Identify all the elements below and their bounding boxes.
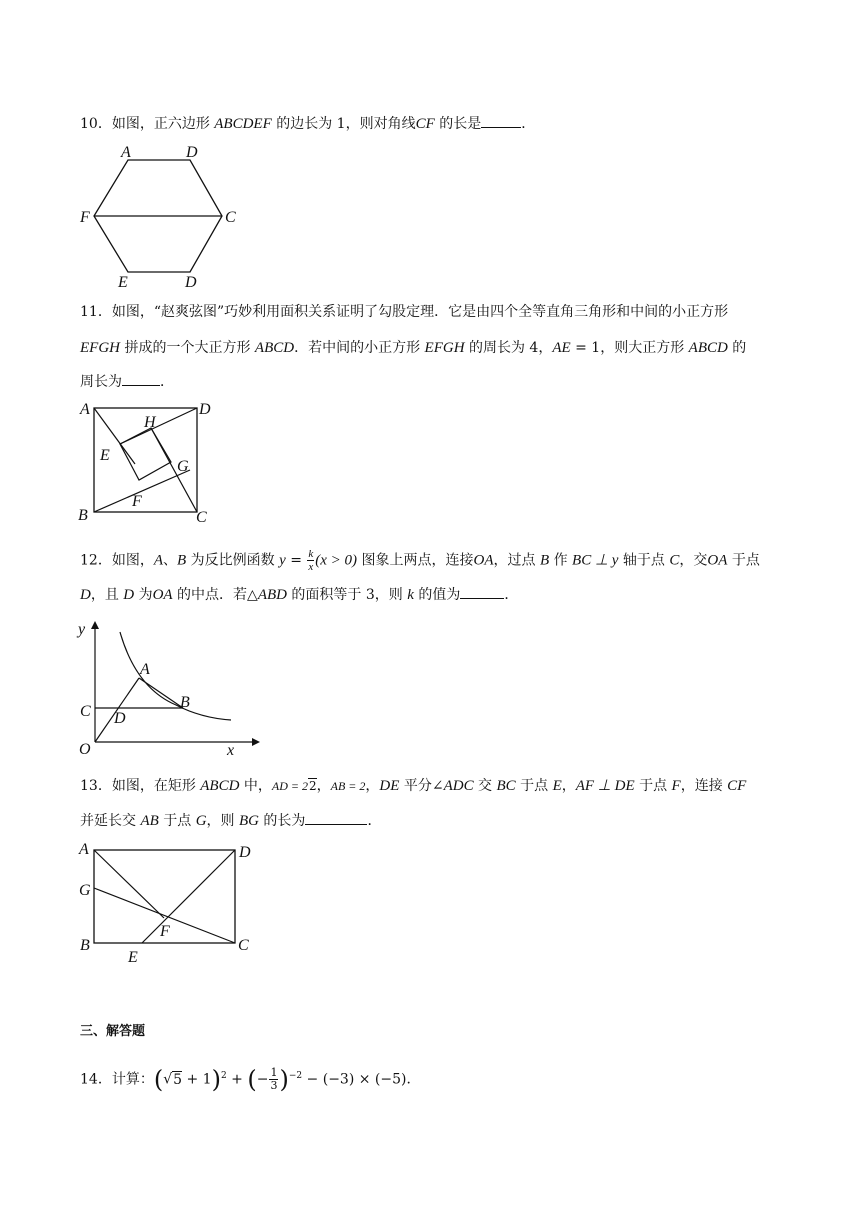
y-axis-arrow <box>91 621 99 629</box>
q11-line3-text: 周长为 <box>80 374 122 390</box>
label-e: E <box>128 949 138 966</box>
q12-e: 为反比例函数 <box>186 552 280 569</box>
q12-func-y: y <box>279 552 286 569</box>
label-b: B <box>78 507 88 524</box>
q13-b: ABCD <box>200 778 240 794</box>
q14-pre: 14．计算： <box>80 1071 154 1088</box>
q12-line2 <box>80 584 518 605</box>
q13-ab: AB = 2 <box>330 779 366 793</box>
segment-ab <box>139 678 183 708</box>
q10-cf: CF <box>415 116 435 132</box>
q12-fraction <box>307 548 314 573</box>
q14-sqrt-sign: √ <box>163 1071 173 1088</box>
q12-2j: 的值为 <box>413 587 461 603</box>
q12-g: OA <box>473 552 494 569</box>
q11-ae: AE <box>552 340 571 356</box>
q13-i: 交 <box>473 778 497 794</box>
q14-paren-open-2: ( <box>247 1065 257 1094</box>
q12-2e: OA <box>152 587 173 603</box>
q13-l: E <box>552 778 562 794</box>
q12-i: B <box>539 552 550 569</box>
q13-end: ． <box>367 813 382 829</box>
q14-rest: − (−3) × (−5) <box>302 1071 407 1088</box>
q13-rectangle-figure <box>76 836 266 970</box>
q13-2c: 于点 <box>158 813 196 829</box>
label-d-bottom: D <box>185 274 197 291</box>
q14-text <box>80 1064 421 1092</box>
segment-af <box>94 850 164 918</box>
line-bf <box>94 470 190 512</box>
q13-2d: G <box>195 813 207 829</box>
label-b: B <box>180 694 190 711</box>
q13-j: BC <box>496 778 516 794</box>
label-h: H <box>144 414 156 431</box>
label-a: A <box>140 661 150 678</box>
q11-text-f: 的周长为 4， <box>464 340 553 356</box>
q12-a: 12．如图， <box>80 552 154 569</box>
q13-2b: AB <box>140 813 159 829</box>
q11-efgh: EFGH <box>80 340 120 356</box>
q12-d: B <box>177 552 187 569</box>
q11-text-j: 的 <box>727 340 747 356</box>
label-a: A <box>79 841 89 858</box>
q11-efgh-2: EFGH <box>424 340 465 356</box>
q13-line1 <box>80 776 746 796</box>
q12-o: OA <box>707 552 728 569</box>
q14-frac-den: 3 <box>270 1079 278 1093</box>
q12-2b: ，且 <box>90 587 124 603</box>
q12-2g: ABD <box>257 587 287 603</box>
x-axis-arrow <box>252 738 260 746</box>
q12-frac-num: k <box>308 548 314 560</box>
label-c: C <box>196 509 207 526</box>
q12-n: ，交 <box>679 552 708 569</box>
hyperbola-curve <box>120 632 231 720</box>
q12-hyperbola-figure <box>76 618 266 758</box>
q14-plus: + <box>226 1071 248 1088</box>
q11-answer-blank[interactable] <box>122 371 160 386</box>
q10-mid: 的边长为 1，则对角线 <box>271 116 416 132</box>
q10-post: 的长是 <box>434 116 482 132</box>
q13-n: AF ⊥ DE <box>575 778 635 794</box>
q14-exp2: 2 <box>220 1071 227 1081</box>
q12-m: C <box>669 552 680 569</box>
label-g: G <box>177 458 189 475</box>
q13-q: ，连接 <box>680 778 728 794</box>
label-o: O <box>79 741 91 758</box>
q13-2g: 的长为 <box>258 813 306 829</box>
label-f: F <box>80 209 90 226</box>
label-f: F <box>160 923 170 940</box>
q11-text-h: = 1，则大正方形 <box>570 340 689 356</box>
q13-k: 于点 <box>515 778 553 794</box>
q13-ad: AD = 2 <box>271 779 308 793</box>
q12-2h: 的面积等于 3，则 <box>286 587 408 603</box>
label-a: A <box>80 401 90 418</box>
q11-text-b: 拼成的一个大正方形 <box>120 340 255 356</box>
q11-line1 <box>80 302 728 322</box>
q13-2f: BG <box>238 813 259 829</box>
q12-2i: k <box>407 587 414 603</box>
q10-hexagon-name: ABCDEF <box>214 116 272 132</box>
q13-m: ， <box>561 778 576 794</box>
q12-end: ． <box>504 587 519 603</box>
q14-exp-neg2: −2 <box>288 1071 303 1081</box>
label-c: C <box>238 937 249 954</box>
q12-2a: D <box>80 587 91 603</box>
label-b: B <box>80 937 90 954</box>
q10-text <box>80 113 535 134</box>
q14-end: ． <box>406 1071 421 1088</box>
q13-r: CF <box>727 778 747 794</box>
q12-k: BC ⊥ y <box>572 552 619 569</box>
label-d-top: D <box>186 144 198 161</box>
q12-frac-den: x <box>308 561 314 573</box>
q14-fraction <box>269 1067 278 1092</box>
q11-text-d: ．若中间的小正方形 <box>294 340 425 356</box>
q12-func-eq: = <box>285 552 307 569</box>
q12-l: 轴于点 <box>618 552 670 569</box>
q14-paren-open-1: ( <box>153 1065 164 1094</box>
q12-h: ，过点 <box>493 552 540 569</box>
q13-a: 13．如图，在矩形 <box>80 778 201 794</box>
q12-j: 作 <box>549 552 573 569</box>
q11-line1-text: 11．如图，“赵爽弦图”巧妙利用面积关系证明了勾股定理．它是由四个全等直角三角形和中间的小正方形 <box>80 304 729 320</box>
q12-2c: D <box>123 587 135 603</box>
q14-frac-num: 1 <box>270 1066 278 1080</box>
q14-plus1: + 1 <box>182 1071 212 1088</box>
label-g: G <box>79 882 91 899</box>
label-d: D <box>239 844 251 861</box>
q12-p: 于点 <box>727 552 760 569</box>
q13-c: 中， <box>239 778 272 794</box>
segment-de <box>142 850 235 943</box>
q13-2e: ，则 <box>206 813 239 829</box>
label-c: C <box>225 209 236 226</box>
q13-line2 <box>80 810 381 831</box>
q13-g: 平分∠ <box>399 778 444 794</box>
q11-end: ． <box>160 374 174 390</box>
label-d: D <box>114 710 126 727</box>
q14-minus: − <box>256 1071 269 1088</box>
q12-answer-blank[interactable] <box>460 584 504 599</box>
q12-c: 、 <box>163 552 177 569</box>
section-heading: 三、解答题 <box>80 1024 146 1039</box>
q11-abcd-2: ABCD <box>688 340 728 356</box>
q13-2a: 并延长交 <box>80 813 141 829</box>
q13-ad-sqrt: 2 <box>308 779 317 793</box>
q12-f: 图象上两点，连接 <box>357 552 474 569</box>
label-d: D <box>199 401 211 418</box>
q11-abcd: ABCD <box>254 340 295 356</box>
q12-cond: (x > 0) <box>315 552 358 569</box>
label-y: y <box>78 621 86 638</box>
label-c: C <box>80 703 91 720</box>
q13-h: ADC <box>443 778 474 794</box>
q13-o: 于点 <box>634 778 672 794</box>
q12-2d: 为 <box>134 587 153 603</box>
label-e: E <box>100 447 110 464</box>
q12-b: A <box>153 552 163 569</box>
q10-hexagon-figure <box>78 140 248 290</box>
q13-d: ， <box>316 778 331 794</box>
q10-end: ． <box>521 116 536 132</box>
label-e: E <box>118 274 128 291</box>
q11-line2 <box>80 338 746 358</box>
q10-pre: 10．如图，正六边形 <box>80 116 215 132</box>
label-x: x <box>227 742 235 759</box>
q13-e: ， <box>365 778 380 794</box>
label-a: A <box>121 144 131 161</box>
q12-line1 <box>80 548 760 573</box>
q13-p: F <box>671 778 681 794</box>
q14-sqrt-value: 5 <box>173 1071 183 1088</box>
q14-paren-close-1: ) <box>211 1065 221 1094</box>
q11-line3 <box>80 371 174 392</box>
q14-paren-close-2: ) <box>279 1065 289 1094</box>
q13-f: DE <box>379 778 400 794</box>
label-f: F <box>132 493 142 510</box>
q12-2f: 的中点．若△ <box>172 587 258 603</box>
q11-zhao-shuang-figure <box>76 398 226 528</box>
q10-answer-blank[interactable] <box>481 113 521 128</box>
q13-answer-blank[interactable] <box>305 810 367 825</box>
